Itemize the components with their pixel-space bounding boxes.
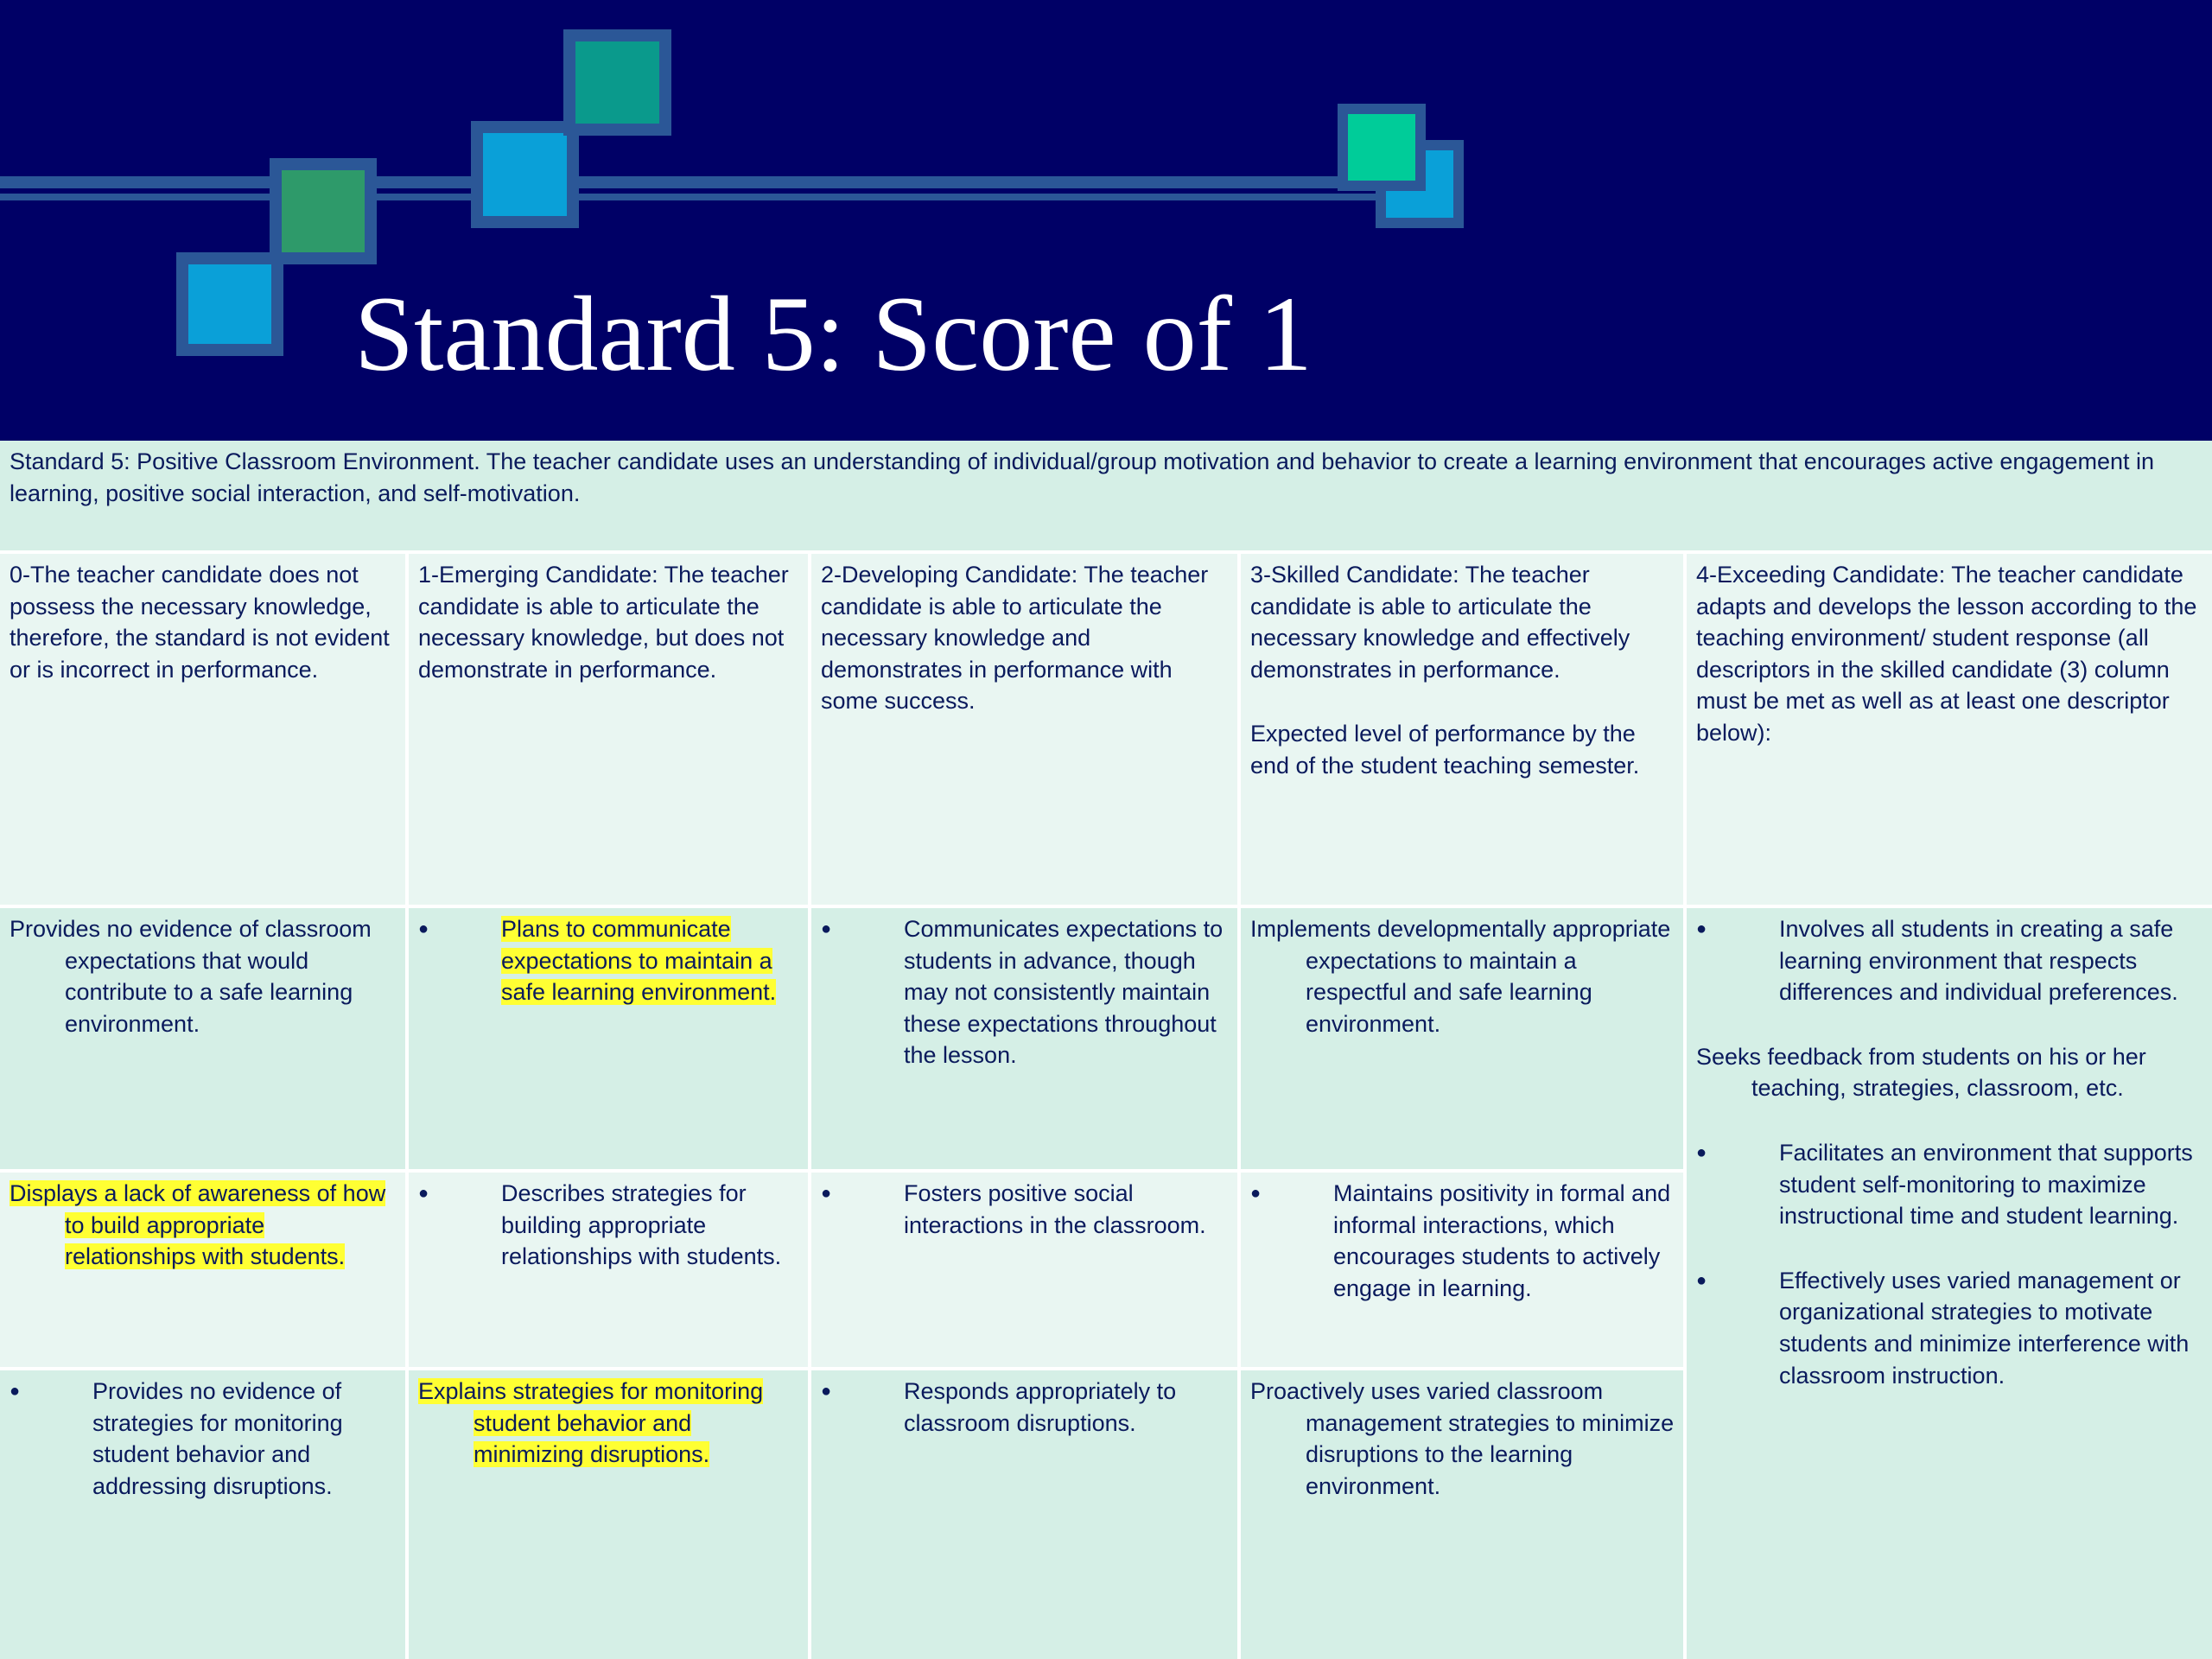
row1-level3-text: Implements developmentally appropriate expectations to maintain a respectful and safe learning environment. [1250,916,1671,1037]
level-3-header [1241,554,1683,905]
standard-description-text: Standard 5: Positive Classroom Environment. The teacher candidate uses an understanding of individual/group motivation and behavior to create a learning environment that encourages active engagement in learning, positive social interaction, and self-motivation. [10,448,2155,506]
row2-level0-para [10,1178,397,1273]
level-2-text: 2-Developing Candidate: The teacher candidate is able to articulate the necessary knowledge and demonstrates in performance with some success. [821,562,1209,715]
level-0-text: 0-The teacher candidate does not possess the necessary knowledge, therefore, the standard is not evident or is incorrect in performance. [10,562,390,683]
page-title: Standard 5: Score of 1 [354,275,1313,393]
level-3-note: Expected level of performance by the end of the student teaching semester. [1250,721,1640,779]
level-4-header [1687,554,2212,905]
decor-square-blue-middle [471,121,579,228]
row1-level3 [1241,908,1683,1169]
row3-level2 [811,1370,1237,1659]
row3-level0-text: ● Provides no evidence of strategies for monitoring student behavior and addressing disruptions. [10,1376,397,1502]
title-banner [0,0,2212,441]
row3-level1-text: Explains strategies for monitoring student behavior and minimizing disruptions. [418,1378,764,1468]
row2-level0 [0,1173,405,1367]
row1-level0-text: Provides no evidence of classroom expectations that would contribute to a safe learning environment. [10,916,372,1037]
row1-level1-bullet [418,913,799,1008]
decor-square-green [270,158,377,264]
level-3-text: 3-Skilled Candidate: The teacher candidate is able to articulate the necessary knowledge and effectively demonstrates in performance. [1250,562,1630,683]
decor-square-blue-bottom [176,252,283,356]
exceeding-item-2: Seeks feedback from students on his or her teaching, strategies, classroom, etc. [1696,1043,2146,1102]
row1-level2-text: ● Communicates expectations to students in advance, though may not consistently maintain these expectations throughout the lesson. [821,913,1229,1071]
row3-level1-para [418,1376,799,1471]
exceeding-item-4: ● Effectively uses varied management or organizational strategies to motivate students and minimize interference with classroom instruction. [1696,1265,2203,1391]
row3-level3-text: Proactively uses varied classroom management strategies to minimize disruptions to the learning environment. [1250,1378,1675,1499]
exceeding-item-1: ● Involves all students in creating a safe learning environment that respects differences and individual preferences. [1696,913,2203,1008]
row2-level1-text: ● Describes strategies for building appropriate relationships with students. [418,1178,799,1273]
rubric-table [0,441,2212,1659]
standard-description [0,441,2212,550]
row2-level0-text: Displays a lack of awareness of how to build appropriate relationships with students. [10,1180,386,1270]
row1-level1 [409,908,808,1169]
decor-line-long [0,176,1400,188]
row2-level1 [409,1173,808,1367]
row3-level2-text: ● Responds appropriately to classroom disruptions. [821,1376,1229,1439]
decor-square-mint [1338,104,1426,191]
row2-level3-text: ● Maintains positivity in formal and informal interactions, which encourages students to actively engage in learning. [1250,1178,1675,1304]
row3-level1 [409,1370,808,1659]
row3-level3 [1241,1370,1683,1659]
row2-level2-text: ● Fosters positive social interactions in the classroom. [821,1178,1229,1241]
row1-level2 [811,908,1237,1169]
level-1-header [409,554,808,905]
exceeding-item-3: ● Facilitates an environment that supports student self-monitoring to maximize instructional time and student learning. [1696,1137,2203,1232]
level-4-text: 4-Exceeding Candidate: The teacher candidate adapts and develops the lesson according to the teaching environment/ student response (all descriptors in the skilled candidate (3) column must be met as well as at least one descriptor below): [1696,562,2197,746]
row1-level0 [0,908,405,1169]
row3-level0 [0,1370,405,1659]
level-2-header [811,554,1237,905]
row2-level3 [1241,1173,1683,1367]
level-0-header [0,554,405,905]
row2-level2 [811,1173,1237,1367]
exceeding-descriptors [1687,908,2212,1659]
row1-level1-text: Plans to communicate expectations to maintain a safe learning environment. [501,916,777,1006]
decor-line-short [0,194,1400,200]
decor-square-teal [563,29,671,136]
level-1-text: 1-Emerging Candidate: The teacher candidate is able to articulate the necessary knowledge, but does not demonstrate in performance. [418,562,789,683]
